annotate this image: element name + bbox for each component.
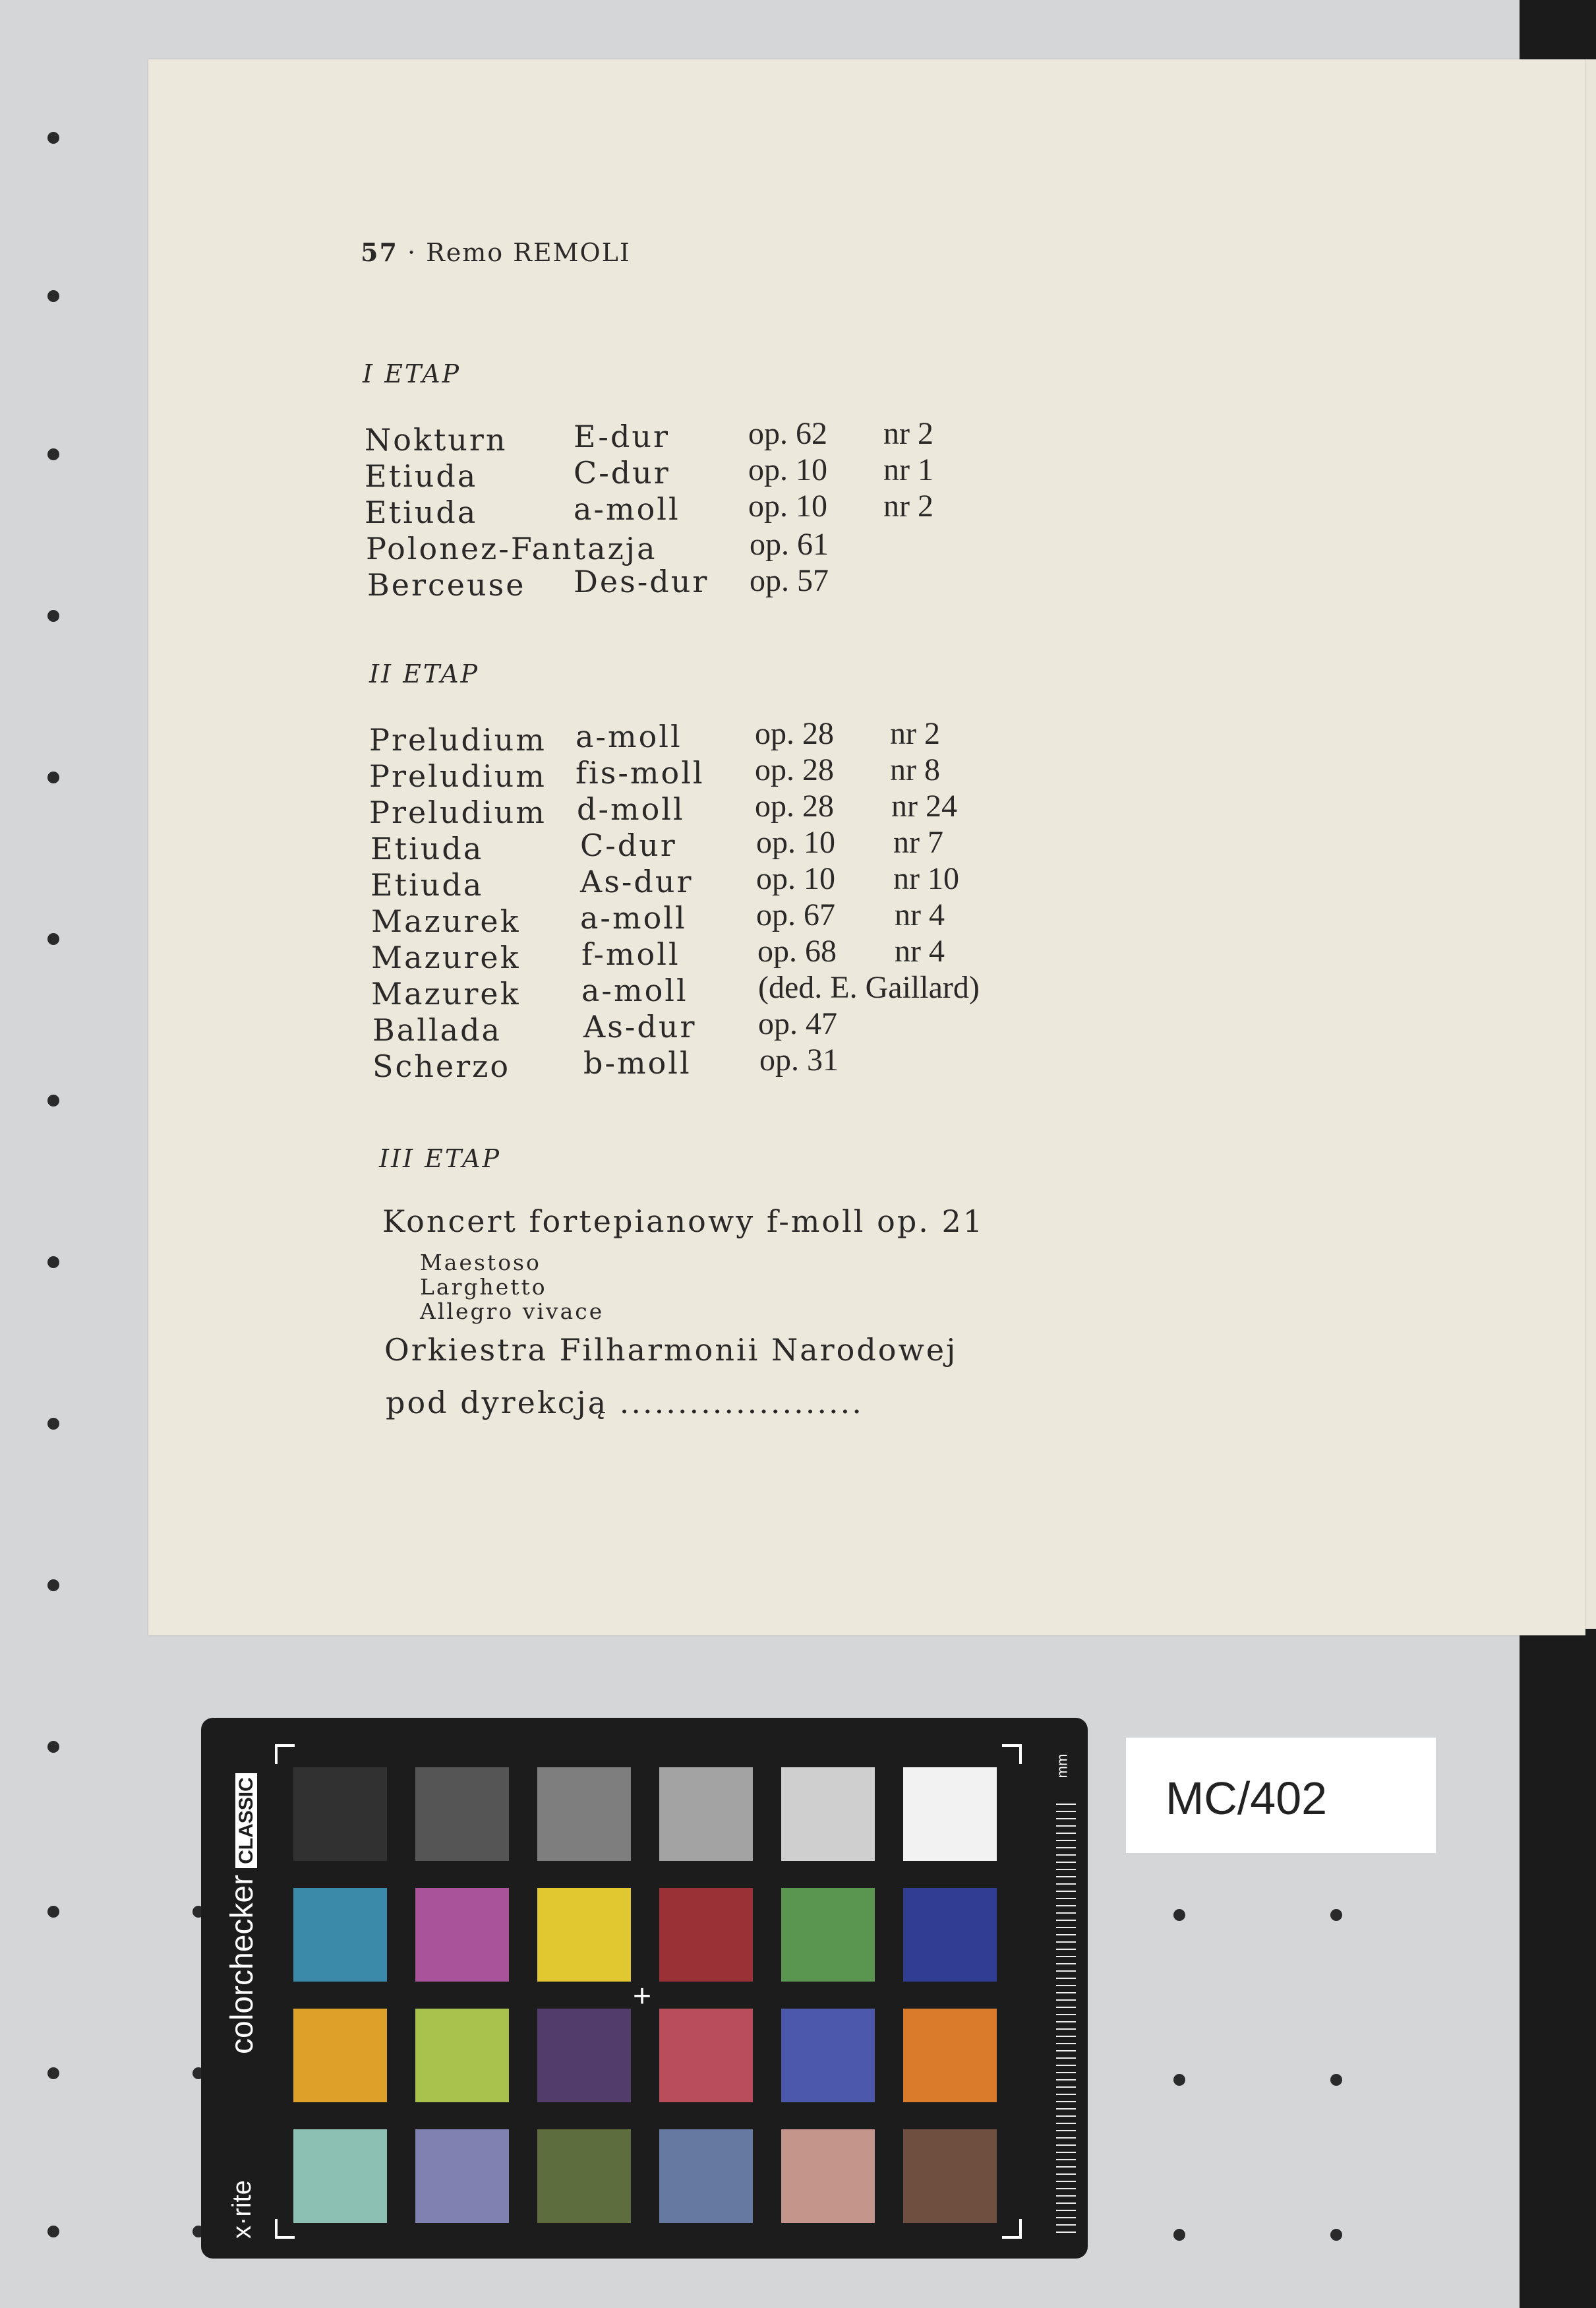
binder-hole — [47, 132, 59, 144]
performer-name: Remo REMOLI — [426, 238, 631, 267]
binder-hole — [47, 1095, 59, 1107]
piece-key: E-dur — [574, 419, 670, 454]
piece-form: Etiuda — [370, 831, 484, 866]
piece-opus: op. 10 — [756, 825, 835, 860]
color-patch — [781, 1888, 875, 1982]
piece-dedication: (ded. E. Gaillard) — [758, 970, 980, 1005]
piece-form: Berceuse — [367, 567, 526, 603]
piece-key: Des-dur — [574, 564, 709, 599]
color-patch — [293, 1767, 387, 1861]
center-cross-icon: + — [633, 1979, 652, 2014]
color-patch — [781, 1767, 875, 1861]
color-patch — [659, 2129, 753, 2223]
piece-opus: op. 47 — [758, 1006, 837, 1041]
piece-form: Etiuda — [365, 458, 478, 494]
piece-form: Nokturn — [365, 422, 508, 458]
piece-opus: op. 10 — [756, 861, 835, 896]
piece-form: Mazurek — [371, 976, 521, 1012]
binder-hole — [47, 2226, 59, 2237]
checker-brand — [224, 1773, 260, 2054]
crop-mark — [275, 2219, 295, 2239]
color-patch — [781, 2129, 875, 2223]
piece-key: As-dur — [583, 1009, 697, 1045]
piece-form: Polonez-Fantazja — [366, 531, 657, 566]
color-patch — [293, 2129, 387, 2223]
color-patch — [415, 2009, 509, 2102]
piece-opus: op. 28 — [755, 789, 834, 824]
piece-key: fis-moll — [576, 755, 705, 791]
color-patch — [415, 1767, 509, 1861]
catalog-number: MC/402 — [1166, 1773, 1328, 1824]
catalog-label — [1126, 1738, 1436, 1853]
color-patch — [537, 1888, 631, 1982]
piece-nr: nr 8 — [890, 752, 940, 787]
piece-opus: op. 62 — [748, 416, 827, 451]
color-patch — [781, 2009, 875, 2102]
movement: Maestoso — [420, 1250, 541, 1275]
color-patch — [903, 1888, 997, 1982]
maker-name: x·rite — [227, 2180, 256, 2239]
concerto-title: Koncert fortepianowy f-moll op. 21 — [382, 1203, 985, 1239]
binder-hole — [1330, 1909, 1342, 1921]
piece-opus: op. 57 — [750, 563, 829, 598]
piece-opus: op. 31 — [759, 1043, 839, 1078]
brand-name: colorchecker — [225, 1874, 260, 2054]
piece-key: a-moll — [574, 491, 680, 527]
maker-logo — [227, 2180, 257, 2239]
ruler-unit: mm — [1053, 1753, 1071, 1778]
piece-key: C-dur — [574, 455, 670, 491]
piece-form: Preludium — [369, 758, 547, 794]
piece-form: Preludium — [369, 795, 547, 830]
piece-form: Etiuda — [365, 495, 478, 530]
color-patch — [903, 2009, 997, 2102]
binder-hole — [47, 448, 59, 460]
piece-form: Etiuda — [370, 867, 484, 903]
color-patch — [659, 1888, 753, 1982]
stage-1-title: I ETAP — [363, 359, 461, 388]
piece-opus: op. 10 — [748, 489, 827, 524]
stage-3-title: III ETAP — [379, 1144, 502, 1173]
program-page — [148, 59, 1585, 1635]
piece-key: a-moll — [576, 719, 682, 754]
page-header — [361, 237, 631, 267]
color-checker-card — [201, 1718, 1088, 2259]
binder-hole — [47, 1579, 59, 1591]
page-number: 57 — [361, 237, 398, 267]
binder-hole — [1330, 2229, 1342, 2241]
piece-nr: nr 4 — [895, 897, 945, 932]
piece-key: f-moll — [581, 936, 680, 972]
piece-nr: nr 2 — [890, 716, 940, 751]
piece-nr: nr 1 — [883, 452, 933, 487]
piece-opus: op. 67 — [756, 897, 835, 932]
color-patch — [537, 2009, 631, 2102]
binder-hole — [47, 1741, 59, 1753]
orchestra-line: Orkiestra Filharmonii Narodowej — [384, 1332, 958, 1368]
color-patch — [903, 1767, 997, 1861]
crop-mark — [1002, 1744, 1022, 1764]
binder-hole — [47, 933, 59, 945]
binder-hole — [47, 610, 59, 622]
piece-nr: nr 4 — [895, 934, 945, 969]
crop-mark — [1002, 2219, 1022, 2239]
binder-hole — [1173, 2229, 1185, 2241]
binder-hole — [47, 1906, 59, 1918]
piece-nr: nr 2 — [883, 489, 933, 524]
mm-ruler — [1056, 1804, 1076, 2239]
piece-key: d-moll — [577, 791, 685, 827]
color-patch — [903, 2129, 997, 2223]
movement: Larghetto — [420, 1274, 547, 1300]
color-patch — [659, 2009, 753, 2102]
piece-form: Scherzo — [372, 1048, 511, 1084]
piece-key: As-dur — [580, 864, 694, 899]
piece-key: a-moll — [580, 900, 687, 936]
binder-hole — [47, 1418, 59, 1430]
binder-hole — [47, 290, 59, 302]
piece-opus: op. 68 — [757, 934, 837, 969]
header-separator: · — [407, 238, 417, 267]
piece-form: Preludium — [369, 722, 547, 758]
stage-2-title: II ETAP — [369, 659, 480, 688]
piece-key: b-moll — [583, 1045, 692, 1081]
movement: Allegro vivace — [420, 1298, 605, 1324]
piece-form: Mazurek — [371, 940, 521, 975]
binder-hole — [1330, 2074, 1342, 2086]
color-patch — [293, 2009, 387, 2102]
binder-hole — [47, 772, 59, 783]
conductor-line: pod dyrekcją ..................... — [386, 1385, 864, 1420]
color-patch — [415, 1888, 509, 1982]
piece-nr: nr 7 — [893, 825, 943, 860]
piece-form: Mazurek — [371, 903, 521, 939]
piece-opus: op. 10 — [748, 452, 827, 487]
crop-mark — [275, 1744, 295, 1764]
piece-form: Ballada — [372, 1012, 502, 1048]
binder-hole — [47, 1256, 59, 1268]
piece-key: a-moll — [581, 973, 688, 1008]
color-patch — [293, 1888, 387, 1982]
color-patch — [659, 1767, 753, 1861]
piece-opus: op. 61 — [750, 527, 829, 562]
piece-opus: op. 28 — [755, 716, 834, 751]
color-patch — [537, 2129, 631, 2223]
color-patch — [415, 2129, 509, 2223]
binder-hole — [47, 2067, 59, 2079]
piece-opus: op. 28 — [755, 752, 834, 787]
binder-hole — [1173, 2074, 1185, 2086]
piece-key: C-dur — [580, 828, 677, 863]
piece-nr: nr 10 — [893, 861, 959, 896]
binder-hole — [1173, 1909, 1185, 1921]
piece-nr: nr 24 — [891, 789, 957, 824]
brand-tag: CLASSIC — [235, 1773, 257, 1868]
color-patch — [537, 1767, 631, 1861]
piece-nr: nr 2 — [883, 416, 933, 451]
